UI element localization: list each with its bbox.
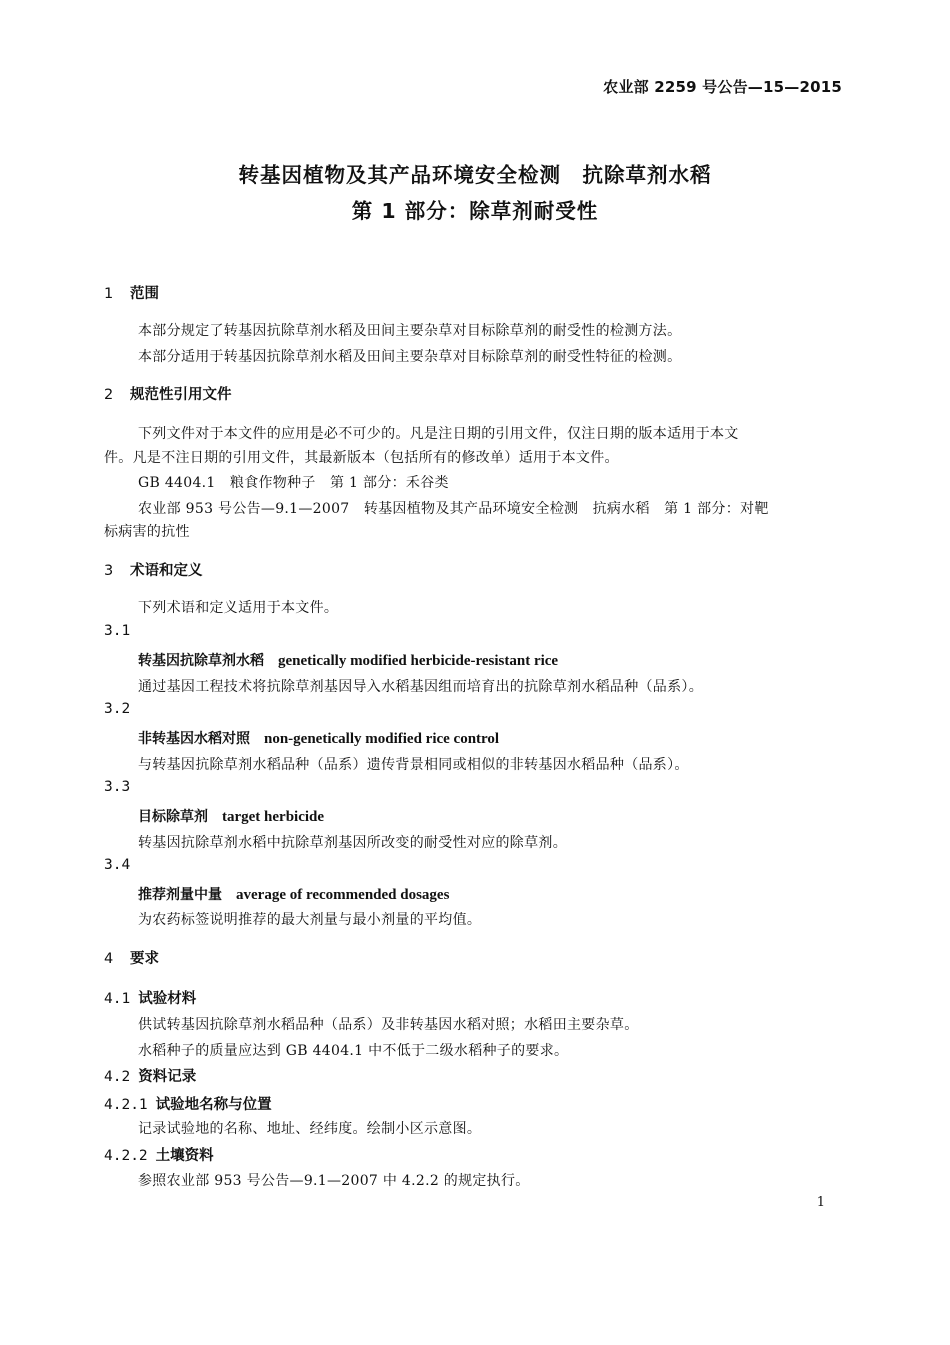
paragraph: 下列术语和定义适用于本文件。 (138, 600, 339, 616)
term-zh: 推荐剂量中量 (138, 887, 222, 903)
term-definition: 为农药标签说明推荐的最大剂量与最小剂量的平均值。 (138, 912, 482, 928)
document-id: 农业部 2259 号公告—15—2015 (603, 78, 842, 96)
section-title: 要求 (130, 951, 159, 967)
term-heading (138, 728, 499, 748)
term-definition: 通过基因工程技术将抗除草剂基因导入水稻基因组而培育出的抗除草剂水稻品种（品系）。 (138, 679, 703, 695)
term-en: non-genetically modified rice control (264, 731, 500, 747)
section-title: 术语和定义 (130, 563, 203, 579)
paragraph: 本部分适用于转基因抗除草剂水稻及田间主要杂草对目标除草剂的耐受性特征的检测。 (138, 349, 682, 365)
term-en: genetically modified herbicide-resistant rice (278, 653, 559, 669)
section-1-heading (104, 282, 159, 303)
paragraph: 记录试验地的名称、地址、经纬度。绘制小区示意图。 (138, 1121, 482, 1137)
subsection-4-2-2-heading: 4.2.2 土壤资料 (104, 1148, 214, 1164)
term-heading (138, 650, 558, 670)
term-definition: 转基因抗除草剂水稻中抗除草剂基因所改变的耐受性对应的除草剂。 (138, 835, 567, 851)
section-number: 1 (104, 286, 114, 302)
term-number: 3.1 (104, 623, 131, 639)
paragraph: 参照农业部 953 号公告—9.1—2007 中 4.2.2 的规定执行。 (138, 1173, 530, 1189)
term-definition: 与转基因抗除草剂水稻品种（品系）遗传背景相同或相似的非转基因水稻品种（品系）。 (138, 757, 689, 773)
term-heading (138, 884, 449, 904)
paragraph: 件。凡是不注日期的引用文件，其最新版本（包括所有的修改单）适用于本文件。 (104, 450, 619, 466)
term-zh: 非转基因水稻对照 (138, 731, 250, 747)
subsection-4-2-heading: 4.2 资料记录 (104, 1069, 197, 1085)
normative-reference: 农业部 953 号公告—9.1—2007 转基因植物及其产品环境安全检测 抗病水稻 第 1 部分：对靶 (138, 501, 769, 517)
section-3-heading (104, 559, 203, 580)
normative-reference: GB 4404.1 粮食作物种子 第 1 部分：禾谷类 (138, 475, 449, 491)
section-4-heading (104, 947, 159, 968)
term-en: target herbicide (222, 809, 325, 825)
section-number: 3 (104, 563, 114, 579)
subsection-title: 土壤资料 (155, 1148, 214, 1164)
section-number: 2 (104, 387, 114, 403)
subsection-title: 资料记录 (138, 1069, 197, 1085)
normative-reference: 标病害的抗性 (104, 524, 190, 540)
term-number: 3.2 (104, 701, 131, 717)
term-number: 3.4 (104, 857, 131, 873)
paragraph: 本部分规定了转基因抗除草剂水稻及田间主要杂草对目标除草剂的耐受性的检测方法。 (138, 323, 682, 339)
section-title: 规范性引用文件 (130, 387, 232, 403)
section-2-heading (104, 383, 232, 404)
subsection-title: 试验材料 (138, 991, 197, 1007)
subsection-4-2-1-heading: 4.2.1 试验地名称与位置 (104, 1097, 272, 1113)
term-en: average of recommended dosages (236, 887, 450, 903)
paragraph: 水稻种子的质量应达到 GB 4404.1 中不低于二级水稻种子的要求。 (138, 1043, 569, 1059)
section-title: 范围 (130, 286, 159, 302)
document-title-line2: 第 1 部分：除草剂耐受性 (351, 199, 599, 223)
paragraph: 供试转基因抗除草剂水稻品种（品系）及非转基因水稻对照；水稻田主要杂草。 (138, 1017, 639, 1033)
term-zh: 转基因抗除草剂水稻 (138, 653, 264, 669)
paragraph: 下列文件对于本文件的应用是必不可少的。凡是注日期的引用文件，仅注日期的版本适用于本文 (138, 426, 739, 442)
subsection-4-1-heading: 4.1 试验材料 (104, 991, 197, 1007)
term-number: 3.3 (104, 779, 131, 795)
subsection-title: 试验地名称与位置 (155, 1097, 272, 1113)
document-title-line1: 转基因植物及其产品环境安全检测 抗除草剂水稻 (238, 163, 712, 187)
section-number: 4 (104, 951, 114, 967)
page-number: 1 (816, 1195, 825, 1210)
term-zh: 目标除草剂 (138, 809, 208, 825)
term-heading (138, 806, 324, 826)
